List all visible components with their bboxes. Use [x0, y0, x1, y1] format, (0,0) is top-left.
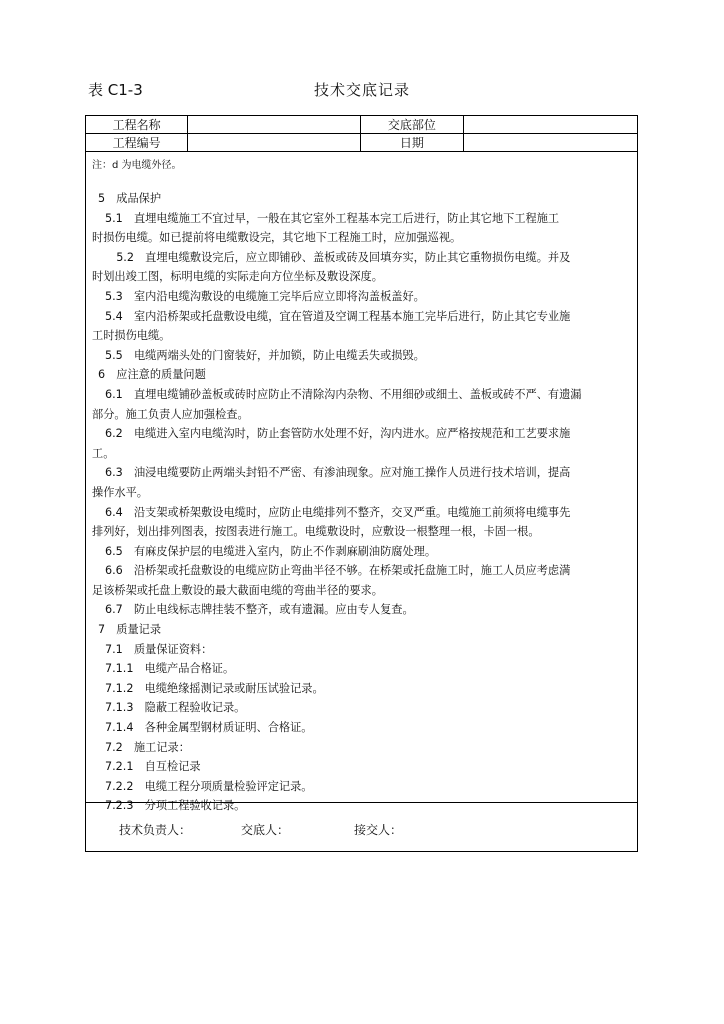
body-line: 7.2.1 自互检记录	[105, 760, 201, 774]
body-line: 足该桥架或托盘上敷设的最大截面电缆的弯曲半径的要求。	[92, 583, 383, 597]
handover-part-field[interactable]	[464, 116, 637, 134]
body-line: 6.5 有麻皮保护层的电缆进入室内，防止不作剥麻刷油防腐处理。	[105, 544, 437, 558]
tech-lead-signature[interactable]: 技术负责人：	[119, 823, 192, 837]
section-heading: 5 成品保护	[98, 192, 162, 205]
record-form	[85, 115, 638, 852]
received-by-signature[interactable]: 接交人：	[354, 823, 403, 837]
project-name-field[interactable]	[188, 116, 360, 134]
body-line: 时划出竣工图，标明电缆的实际走向方位坐标及敷设深度。	[92, 270, 383, 284]
note-text: 注：d 为电缆外径。	[92, 160, 182, 171]
body-line: 5.3 室内沿电缆沟敷设的电缆施工完毕后应立即将沟盖板盖好。	[105, 289, 425, 303]
project-name-label: 工程名称	[86, 116, 188, 134]
body-line: 5.2 直埋电缆敷设完后，应立即铺砂、盖板或砖及回填夯实，防止其它重物损伤电缆。并及	[105, 250, 571, 264]
handover-by-signature[interactable]: 交底人：	[241, 823, 290, 837]
signature-row	[119, 821, 402, 838]
section-heading: 7 质量记录	[98, 623, 162, 637]
body-line: 5.5 电缆两端头处的门窗装好，并加锁，防止电缆丢失或损毁。	[105, 348, 425, 362]
body-line: 6.7 防止电线标志牌挂装不整齐，或有遗漏。应由专人复查。	[105, 603, 414, 617]
body-line: 7.2.2 电缆工程分项质量检验评定记录。	[105, 779, 313, 793]
body-line: 排列好，划出排列图表，按图表进行施工。电缆敷设时，应敷设一根整理一根，卡固一根。	[92, 525, 540, 539]
form-code: 表 C1-3	[88, 81, 143, 99]
body-line: 7.1 质量保证资料：	[105, 642, 213, 656]
section-heading: 6 应注意的质量问题	[98, 368, 206, 382]
body-line: 5.1 直埋电缆施工不宜过早，一般在其它室外工程基本完工后进行，防止其它地下工程施工	[105, 211, 560, 225]
body-line: 7.1.4 各种金属型钢材质证明、合格证。	[105, 721, 313, 735]
body-line: 6.2 电缆进入室内电缆沟时，防止套管防水处理不好，沟内进水。应严格按规范和工艺要求施	[105, 427, 571, 441]
body-line: 5.4 室内沿桥架或托盘敷设电缆，宜在管道及空调工程基本施工完毕后进行，防止其它专业施	[105, 309, 571, 323]
body-line: 6.4 沿支架或桥架敷设电缆时，应防止电缆排列不整齐，交叉严重。电缆施工前须将电缆事先	[105, 505, 571, 519]
body-line: 7.1.2 电缆绝缘摇测记录或耐压试验记录。	[105, 681, 324, 695]
project-no-label: 工程编号	[86, 134, 188, 152]
body-line: 7.1.1 电缆产品合格证。	[105, 662, 235, 676]
body-line: 工。	[92, 446, 115, 460]
body-line: 操作水平。	[92, 485, 148, 499]
body-line: 工时损伤电缆。	[92, 329, 171, 343]
header-table	[86, 116, 637, 152]
handover-part-label: 交底部位	[360, 116, 464, 134]
body-line: 7.2.3 分项工程验收记录。	[105, 799, 246, 813]
body-line: 6.6 沿桥架或托盘敷设的电缆应防止弯曲半径不够。在桥架或托盘施工时，施工人员应考虑满	[105, 564, 571, 578]
body-content	[92, 189, 631, 816]
body-line: 7.1.3 隐蔽工程验收记录。	[105, 701, 246, 715]
footer-divider	[86, 802, 637, 803]
body-line: 7.2 施工记录：	[105, 740, 190, 754]
body-line: 时损伤电缆。如已提前将电缆敷设完，其它地下工程施工时，应加强巡视。	[92, 231, 462, 245]
body-line: 6.3 油浸电缆要防止两端头封铅不严密、有渗油现象。应对施工操作人员进行技术培训，提高	[105, 466, 571, 480]
body-line: 6.1 直埋电缆铺砂盖板或砖时应防止不清除沟内杂物、不用细砂或细土、盖板或砖不严、有遗漏	[105, 387, 582, 401]
date-field[interactable]	[464, 134, 637, 152]
page-title: 技术交底记录	[313, 81, 410, 99]
date-label: 日期	[360, 134, 464, 152]
body-line: 部分。施工负责人应加强检查。	[92, 407, 249, 421]
project-no-field[interactable]	[188, 134, 360, 152]
